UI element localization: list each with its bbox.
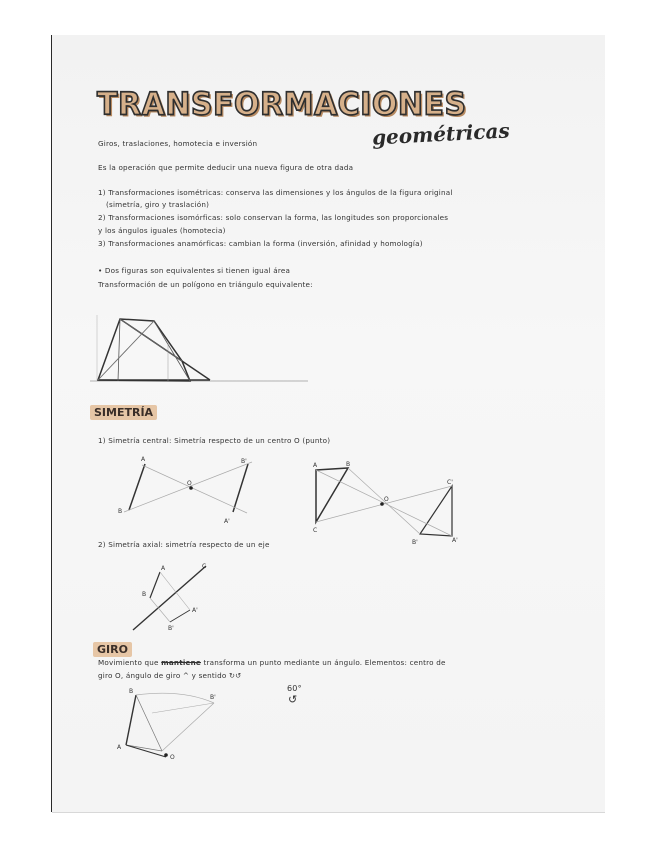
sc1-label-b: B [118, 508, 123, 515]
sc2-label-a2: A' [452, 537, 458, 544]
giro-label-b: B [129, 688, 134, 695]
central-symmetry-figure-1 [112, 455, 262, 530]
giro-label-o: O [170, 754, 175, 761]
giro-line-1-end: transforma un punto mediante un ángulo. Elementos: centro de [203, 658, 446, 667]
equivalence-note: • Dos figuras son equivalentes si tienen igual área [98, 266, 291, 275]
sc2-label-o: O [384, 496, 389, 503]
giro-angle: 60° [287, 684, 302, 693]
central-symmetry-figure-2 [310, 460, 470, 550]
topics-line: Giros, traslaciones, homotecia e inversión [98, 139, 258, 148]
definition-line: Es la operación que permite deducir una nueva figura de otra dada [98, 163, 354, 172]
equivalence-example: Transformación de un polígono en triángulo equivalente: [98, 280, 313, 289]
axial-symmetry-figure [130, 560, 220, 635]
giro-heading: GIRO [93, 642, 132, 657]
giro-line-1-struck: mantiene [161, 658, 201, 667]
simetria-heading: SIMETRÍA [90, 405, 157, 420]
rotation-arrow-icon: ↺ [288, 693, 298, 706]
page-subtitle: geométricas [371, 118, 511, 150]
sa-label-a2: A' [192, 607, 198, 614]
sc2-label-c: C [313, 527, 318, 534]
sc2-label-b2: B' [412, 539, 418, 546]
simetria-axial-line: 2) Simetría axial: simetría respecto de un eje [98, 540, 270, 549]
type-line-2: 2) Transformaciones isomórficas: solo conservan la forma, las longitudes son proporcionales [98, 213, 449, 222]
sa-label-c: C [202, 563, 207, 570]
rotation-figure [112, 685, 222, 765]
sc1-label-a2: A' [224, 518, 230, 525]
giro-line-1-start: Movimiento que [98, 658, 159, 667]
giro-label-a: A [117, 744, 122, 751]
type-line-1: 1) Transformaciones isométricas: conserva las dimensiones y los ángulos de la figura original [98, 188, 453, 197]
page-title: TRANSFORMACIONES [97, 86, 467, 123]
sc2-label-c2: C' [447, 479, 453, 486]
giro-label-b2: B' [210, 694, 216, 701]
sa-label-b: B [142, 591, 147, 598]
sa-label-b2: B' [168, 625, 174, 632]
sc2-label-b: B [346, 461, 351, 468]
type-line-3: 3) Transformaciones anamórficas: cambian la forma (inversión, afinidad y homología) [98, 239, 423, 248]
sc1-label-b2: B' [241, 458, 247, 465]
sc1-label-a: A [141, 456, 146, 463]
polygon-triangle-figure [90, 305, 310, 390]
sc2-label-a: A [313, 462, 318, 469]
type-line-1b: (simetría, giro y traslación) [106, 200, 210, 209]
type-line-2b: y los ángulos iguales (homotecia) [98, 226, 226, 235]
sc1-label-o: O [187, 480, 192, 487]
sa-label-a: A [161, 565, 166, 572]
giro-line-1 [98, 658, 446, 667]
giro-line-2: giro O, ángulo de giro ^ y sentido ↻↺ [98, 671, 242, 680]
simetria-central-line: 1) Simetría central: Simetría respecto de un centro O (punto) [98, 436, 331, 445]
